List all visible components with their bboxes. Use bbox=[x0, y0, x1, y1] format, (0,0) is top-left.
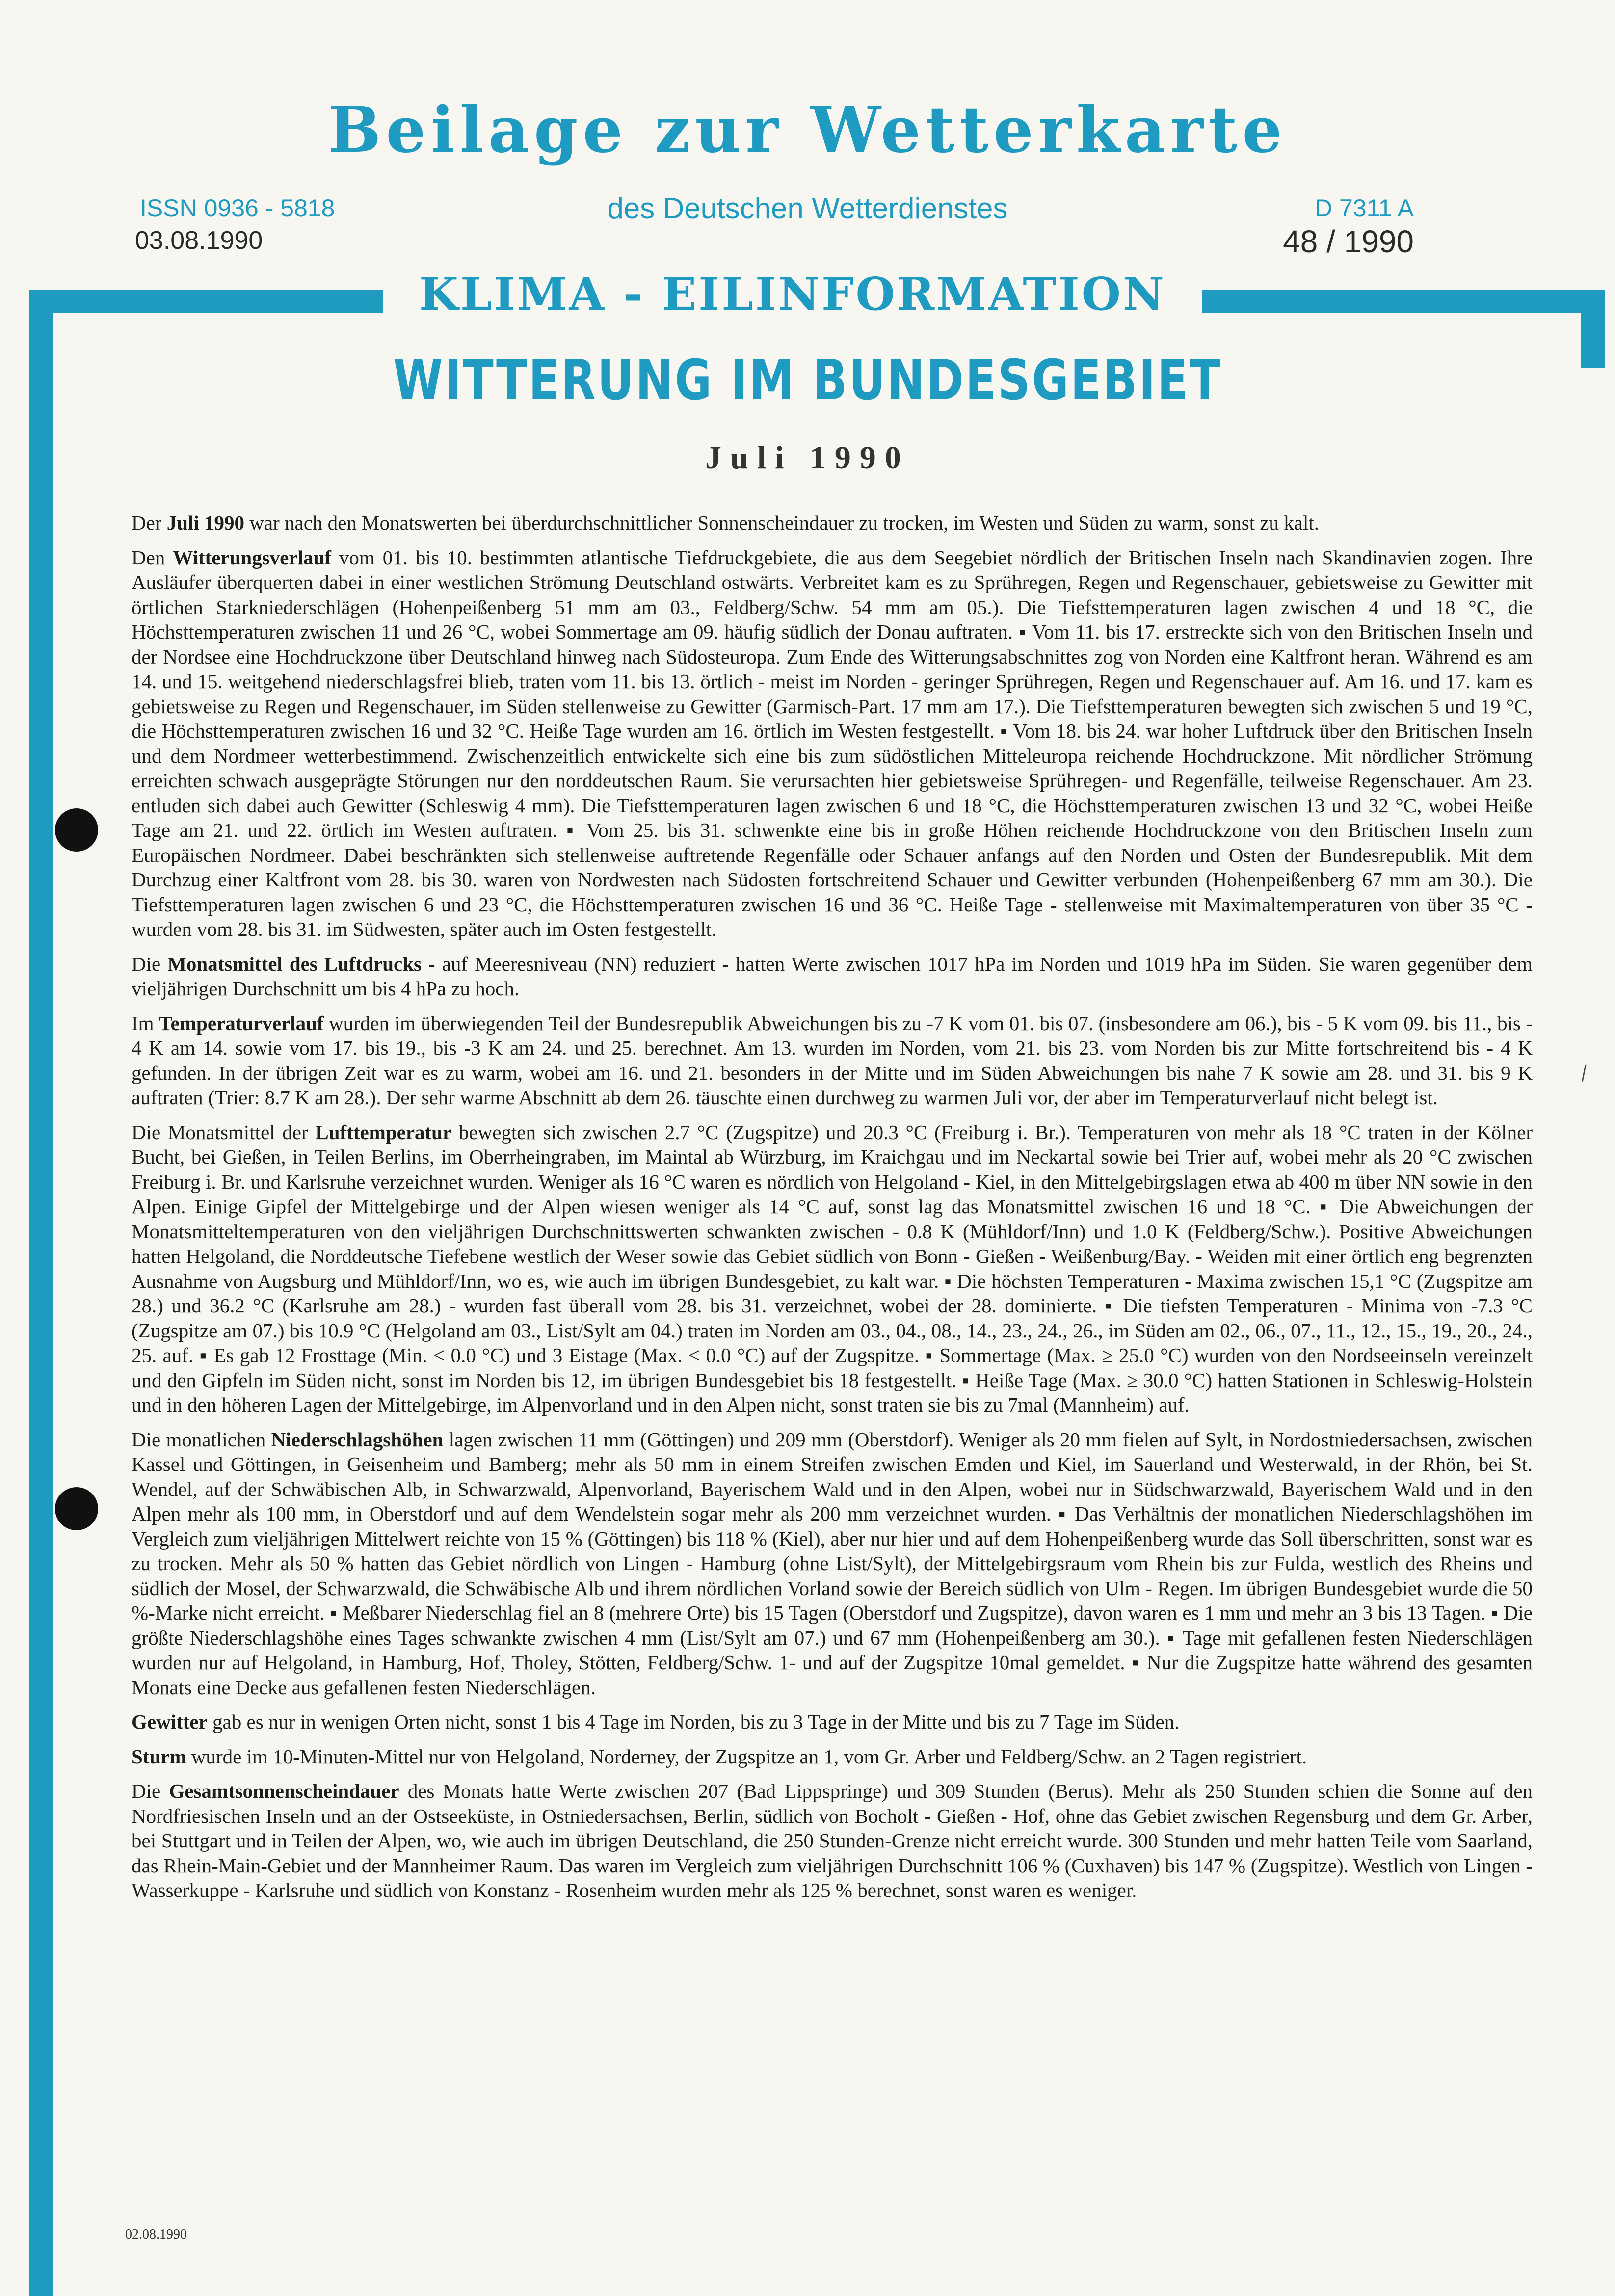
paragraph-precipitation bbox=[132, 1427, 1533, 1700]
keyword: Lufttemperatur bbox=[315, 1121, 452, 1144]
paragraph-thunderstorm bbox=[132, 1709, 1533, 1735]
text: gab es nur in wenigen Orten nicht, sonst 1 bis 4 Tage im Norden, bis zu 3 Tage in der Mitte und bis zu 7 Tage im Süden. bbox=[207, 1710, 1180, 1733]
paragraph-temperature-course bbox=[132, 1011, 1533, 1110]
text: Der bbox=[132, 511, 167, 534]
keyword: Niederschlagshöhen bbox=[271, 1428, 444, 1451]
issn-number: ISSN 0936 - 5818 bbox=[140, 194, 335, 222]
publisher-subtitle: des Deutschen Wetterdienstes bbox=[607, 192, 1008, 225]
report-body bbox=[132, 510, 1533, 1913]
keyword: Temperaturverlauf bbox=[159, 1012, 324, 1035]
text: wurde im 10-Minuten-Mittel nur von Helgoland, Norderney, der Zugspitze an 1, vom Gr. Arber und Feldberg/Schw. an 2 Tagen registriert. bbox=[186, 1745, 1307, 1768]
text: Die bbox=[132, 1780, 169, 1802]
paragraph-storm bbox=[132, 1744, 1533, 1769]
paragraph-air-temperature bbox=[132, 1120, 1533, 1417]
keyword: Sturm bbox=[132, 1745, 186, 1768]
text: Den bbox=[132, 546, 173, 569]
issue-date: 03.08.1990 bbox=[135, 226, 263, 255]
blue-frame-top-left bbox=[29, 290, 383, 313]
paragraph-sunshine bbox=[132, 1779, 1533, 1903]
paragraph-air-pressure bbox=[132, 952, 1533, 1001]
text: war nach den Monatswerten bei überdurchschnittlicher Sonnenscheindauer zu trocken, im Westen und Süden zu warm, sonst zu kalt. bbox=[244, 511, 1320, 534]
report-month: Juli 1990 bbox=[705, 440, 910, 476]
section-banner: KLIMA - EILINFORMATION bbox=[419, 267, 1166, 320]
text: Die Monatsmittel der bbox=[132, 1121, 316, 1144]
text: des Monats hatte Werte zwischen 207 (Bad Lippspringe) und 309 Stunden (Berus). Mehr als 250 Stunden schien die Sonne auf den Nordfriesischen Inseln und an der Ostseeküste, in Ostniedersachsen, Berlin, südlich von Bocholt - Gießen - Hof, ohne das Gebiet zwischen Regensburg und dem Gr. Arber, bei Stuttgart und in Teilen der Alpen, wo, wie auch im übrigen Deutschland, die 250 Stunden-Grenze nicht erreicht wurde. 300 Stunden und mehr hatten Teile vom Saarland, das Rhein-Main-Gebiet und der Mannheimer Raum. Das waren im Vergleich zum vieljährigen Durchschnitt 106 % (Cuxhaven) bis 147 % (Zugspitze). Westlich von Lingen - Wasserkuppe - Karlsruhe und südlich von Konstanz - Rosenheim wurden mehr als 125 % berechnet, sonst waren es weniger. bbox=[132, 1780, 1533, 1901]
text: vom 01. bis 10. bestimmten atlantische Tiefdruckgebiete, die aus dem Seegebiet nördlich der Britischen Inseln nach Skandinavien zogen. Ihre Ausläufer überquerten dabei in einer westlichen Strömung Deutschland ostwärts. Verbreitet kam es zu Sprühregen, Regen und Regenschauer, gebietsweise zu Gewitter mit örtlichen Starkniederschlägen (Hohenpeißenberg 51 mm am 03., Feldberg/Schw. 54 mm am 05.). Die Tiefsttemperaturen lagen zwischen 4 und 18 °C, die Höchsttemperaturen zwischen 11 und 26 °C, wobei Sommertage am 09. häufig südlich der Donau auftraten. ▪ Vom 11. bis 17. erstreckte sich von den Britischen Inseln und der Nordsee eine Hochdruckzone über Deutschland hinweg nach Südosteuropa. Zum Ende des Witterungsabschnittes zog von Norden eine Kaltfront heran. Während es am 14. und 15. weitgehend niederschlagsfrei blieb, traten vom 11. bis 13. örtlich - meist im Norden - geringer Sprühregen, Regen und Regenschauer auf. Am 16. und 17. kam es gebietsweise zu Regen und Regenschauer, im Süden stellenweise zu Gewitter (Garmisch-Part. 17 mm am 17.). Die Tiefsttemperaturen bewegten sich zwischen 5 und 19 °C, die Höchsttemperaturen zwischen 16 und 32 °C. Heiße Tage wurden am 16. örtlich im Westen festgestellt. ▪ Vom 18. bis 24. war hoher Luftdruck über den Britischen Inseln und dem Nordmeer wetterbestimmend. Zwischenzeitlich entwickelte sich eine bis zum südöstlichen Mitteleuropa reichende Hochdruckzone. Mit nördlicher Strömung erreichten schwach ausgeprägte Störungen nur den norddeutschen Raum. Sie verursachten hier gebietsweise Sprühregen- und Regenfälle, teilweise Regenschauer. Am 23. entluden sich dabei auch Gewitter (Schleswig 4 mm). Die Tiefsttemperaturen lagen zwischen 6 und 18 °C, die Höchsttemperaturen zwischen 13 und 32 °C, wobei Heiße Tage am 21. und 22. örtlich im Westen auftraten. ▪ Vom 25. bis 31. schwenkte eine bis in große Höhen reichende Hochdruckzone von den Britischen Inseln zum Europäischen Nordmeer. Dabei beschränkten sich stellenweise auftretende Regenfälle oder Schauer anfangs auf den Norden und Osten der Bundesrepublik. Mit dem Durchzug einer Kaltfront vom 28. bis 30. waren von Nordwesten nach Südosten fortschreitend Schauer und Gewitter verbunden (Hohenpeißenberg 67 mm am 30.). Die Tiefsttemperaturen lagen zwischen 6 und 23 °C, die Höchsttemperaturen zwischen 16 und 36 °C. Heiße Tage - stellenweise mit Maximaltemperaturen von über 35 °C - wurden vom 28. bis 31. im Südwesten, später auch im Osten festgestellt. bbox=[132, 546, 1533, 940]
keyword: Witterungsverlauf bbox=[173, 546, 331, 569]
publication-title: Beilage zur Wetterkarte bbox=[328, 93, 1287, 167]
text: - auf Meeresniveau (NN) reduziert - hatten Werte zwischen 1017 hPa im Norden und 1019 hPa im Süden. Sie waren gegenüber dem vieljährigen Durchschnitt um bis 4 hPa zu hoch. bbox=[132, 952, 1533, 1000]
headline: WITTERUNG IM BUNDESGEBIET bbox=[393, 348, 1222, 412]
footer-date: 02.08.1990 bbox=[125, 2227, 187, 2242]
keyword: Juli 1990 bbox=[166, 511, 245, 534]
pen-mark: ⁄ bbox=[1579, 1063, 1590, 1085]
keyword: Gewitter bbox=[132, 1710, 208, 1733]
blue-frame-right bbox=[1581, 290, 1605, 368]
text: Die monatlichen bbox=[132, 1428, 271, 1451]
blue-frame-left bbox=[29, 290, 53, 2296]
paragraph-summary bbox=[132, 510, 1533, 535]
text: wurden im überwiegenden Teil der Bundesrepublik Abweichungen bis zu -7 K vom 01. bis 07. (insbesondere am 06.), bis - 5 K vom 09. bis 11., bis - 4 K am 14. sowie vom 17. bis 19., bis -3 K am 24. und 25. berechnet. Am 13. wurden im Norden, vom 21. bis 23. vom Norden bis zur Mitte fortschreitend bis - 4 K gefunden. In der übrigen Zeit war es zu warm, wobei am 16. und 21. besonders in der Mitte und im Süden Abweichungen bis nahe 7 K sowie am 28. und 31. bis 9 K auftraten (Trier: 8.7 K am 28.). Der sehr warme Abschnitt ab dem 26. täuschte einen durchweg zu warmen Juli vor, der aber im Temperaturverlauf nicht belegt ist. bbox=[132, 1012, 1533, 1109]
postal-code: D 7311 A bbox=[1314, 194, 1414, 222]
text: lagen zwischen 11 mm (Göttingen) und 209 mm (Oberstdorf). Weniger als 20 mm fielen auf Sylt, in Nordostniedersachsen, zwischen Kassel und Göttingen, in Geisenheim und Bamberg; mehr als 50 mm in einem Streifen zwischen Emden und Kiel, im Sauerland und Westerwald, in der Rhön, bei St. Wendel, auf der Schwäbischen Alb, in Schwarzwald, Alpenvorland, Bayerischem Wald und in den Alpen, wobei nur in Südschwarzwald, Bayerischem Wald und in den Alpen mehr als 100 mm, in Oberstdorf und auf dem Wendelstein sogar mehr als 200 mm verzeichnet wurden. ▪ Das Verhältnis der monatlichen Niederschlagshöhen im Vergleich zum vieljährigen Mittelwert reichte von 15 % (Göttingen) bis 118 % (Kiel), aber nur hier und auf dem Hohenpeißenberg wurde das Soll überschritten, sonst war es zu trocken. Mehr als 50 % hatten das Gebiet nördlich von Lingen - Hamburg (ohne List/Sylt), der Mittelgebirgsraum vom Rhein bis zur Fulda, westlich des Rheins und südlich der Mosel, der Schwarzwald, die Schwäbische Alb und ihrem nördlichen Vorland sowie der Bereich südlich von Ulm - Regen. Im übrigen Bundesgebiet wurde die 50 %-Marke nicht erreicht. ▪ Meßbarer Niederschlag fiel an 8 (mehrere Orte) bis 15 Tagen (Oberstdorf und Zugspitze), davon waren es 1 mm und mehr an 3 bis 13 Tagen. ▪ Die größte Niederschlagshöhe eines Tages schwankte zwischen 4 mm (List/Sylt am 07.) und 67 mm (Hohenpeißenberg am 30.). ▪ Tage mit gefallenen festen Niederschlägen wurden nur auf Helgoland, in Hamburg, Hof, Tholey, Stötten, Feldberg/Schw. 1- und auf der Zugspitze 10mal gemeldet. ▪ Nur die Zugspitze hatte während des gesamten Monats eine Decke aus gefallenen festen Niederschlägen. bbox=[132, 1428, 1533, 1699]
blue-frame-top-right bbox=[1202, 290, 1605, 313]
keyword: Gesamtsonnenscheindauer bbox=[169, 1780, 399, 1802]
text: Im bbox=[132, 1012, 159, 1035]
punch-hole bbox=[55, 808, 98, 852]
keyword: Monatsmittel des Luftdrucks bbox=[167, 952, 422, 975]
text: Die bbox=[132, 952, 168, 975]
punch-hole bbox=[55, 1487, 98, 1530]
paragraph-weather-course bbox=[132, 545, 1533, 942]
text: bewegten sich zwischen 2.7 °C (Zugspitze) und 20.3 °C (Freiburg i. Br.). Temperaturen von mehr als 18 °C traten in der Kölner Bucht, bei Gießen, in Teilen Berlins, im Oberrheingraben, im Maintal ab Würzburg, im Kraichgau und im Neckartal sowie bei Trier auf, wobei mehr als 20 °C zwischen Freiburg i. Br. und Karlsruhe verzeichnet wurden. Weniger als 16 °C waren es nördlich von Helgoland - Kiel, in den Mittelgebirgslagen etwa ab 400 m über NN sowie in den Alpen. Einige Gipfel der Mittelgebirge und der Alpen wiesen weniger als 14 °C auf, sonst lag das Monatsmittel zwischen 16 und 18 °C. ▪ Die Abweichungen der Monatsmitteltemperaturen von den vieljährigen Durchschnittswerten schwankten zwischen - 0.8 K (Mühldorf/Inn) und 1.0 K (Feldberg/Schw.). Positive Abweichungen hatten Helgoland, die Norddeutsche Tiefebene westlich der Weser sowie das Gebiet südlich von Bonn - Gießen - Weißenburg/Bay. - Weiden mit einer örtlich eng begrenzten Ausnahme von Augsburg und Mühldorf/Inn, wo es, wie auch im übrigen Bundesgebiet, zu kalt war. ▪ Die höchsten Temperaturen - Maxima zwischen 15,1 °C (Zugspitze am 28.) und 36.2 °C (Karlsruhe am 28.) - wurden fast überall vom 28. bis 31. verzeichnet, wobei der 28. dominierte. ▪ Die tiefsten Temperaturen - Minima von -7.3 °C (Zugspitze am 07.) bis 10.9 °C (Helgoland am 03., List/Sylt am 04.) traten im Norden am 03., 04., 08., 14., 23., 24., 26., im Süden am 02., 06., 07., 11., 12., 15., 19., 20., 24., 25. auf. ▪ Es gab 12 Frosttage (Min. < 0.0 °C) und 3 Eistage (Max. < 0.0 °C) auf der Zugspitze. ▪ Sommertage (Max. ≥ 25.0 °C) wurden von den Nordseeinseln vereinzelt und den Gipfeln im Süden nicht, sonst im Norden bis 12, im übrigen Bundesgebiet bis 18 festgestellt. ▪ Heiße Tage (Max. ≥ 30.0 °C) hatten Stationen in Schleswig-Holstein und in den höheren Lagen der Mittelgebirge, im Alpenvorland und in den Alpen nicht, sonst traten sie bis zu 7mal (Mannheim) auf. bbox=[132, 1121, 1533, 1416]
issue-number: 48 / 1990 bbox=[1283, 224, 1414, 259]
